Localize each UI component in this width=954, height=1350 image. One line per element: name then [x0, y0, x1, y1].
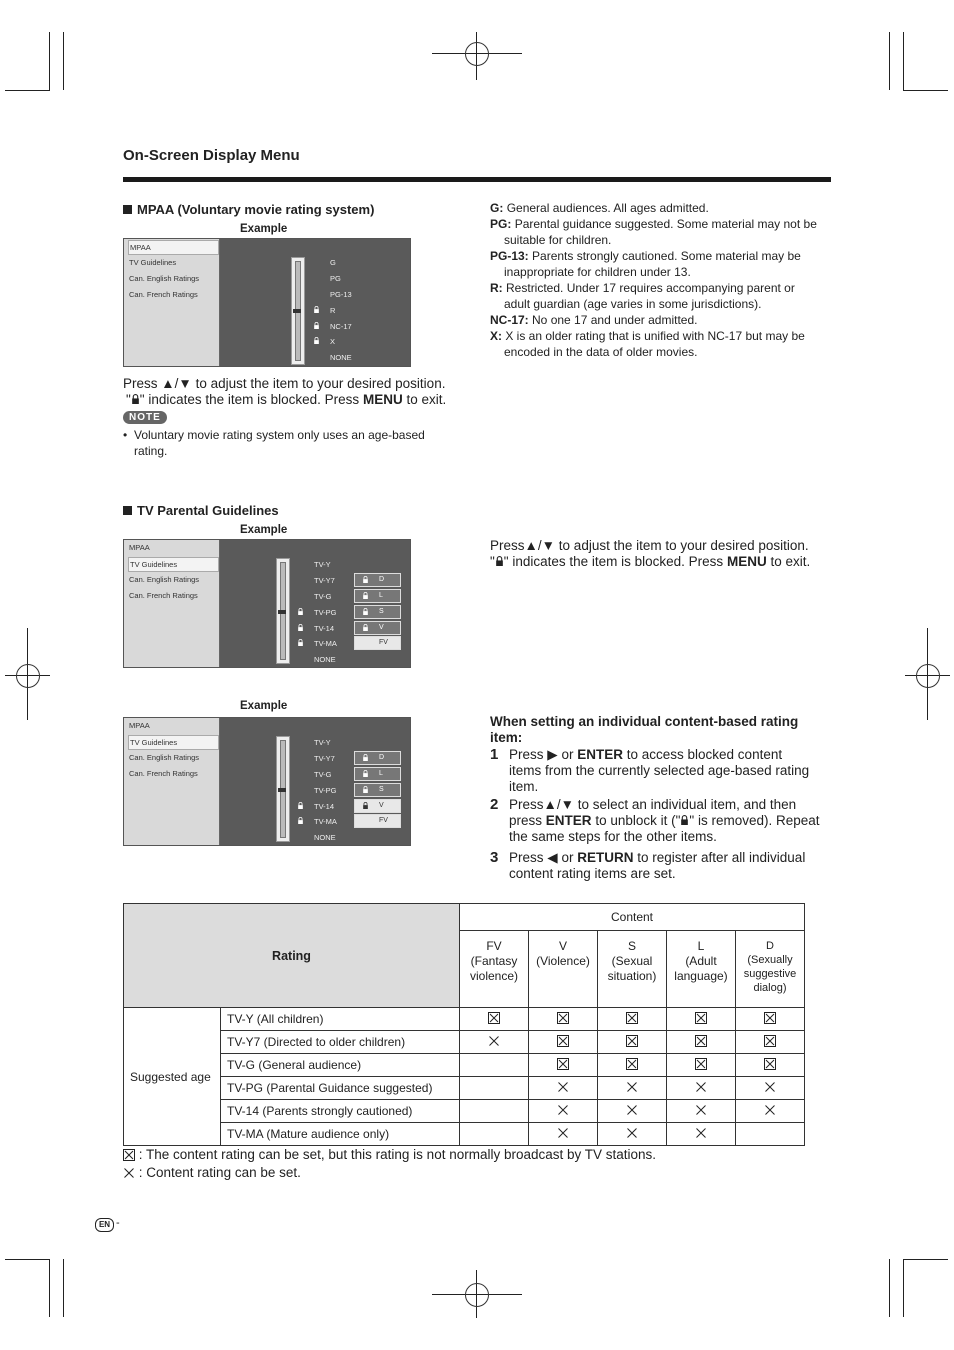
step-text: the same steps for the other items. [509, 829, 717, 844]
rating-cell [460, 1031, 529, 1054]
rating-cell [736, 1100, 805, 1123]
x-icon [695, 1127, 707, 1139]
lock-icon [362, 592, 369, 599]
menu-item-can-english[interactable]: Can. English Ratings [129, 575, 200, 584]
rating-option[interactable]: X [330, 337, 336, 346]
square-bullet-icon [123, 205, 132, 214]
rating-cell [460, 1008, 529, 1031]
content-box-fv[interactable] [354, 636, 401, 650]
menu-panel [124, 718, 220, 845]
column-desc: (Sexually suggestive dialog) [743, 954, 797, 995]
content-box-l[interactable] [354, 589, 401, 603]
rating-cell [667, 1077, 736, 1100]
up-arrow-icon: ▲ [161, 376, 175, 391]
rating-slider[interactable] [276, 736, 290, 842]
step-text: " is removed). Repeat [689, 813, 820, 828]
definition-term: X: [490, 329, 502, 343]
age-rating-label: TV-14 (Parents strongly cautioned) [221, 1100, 460, 1123]
rating-option[interactable]: PG-13 [330, 290, 352, 299]
tvpg-screen-2 [123, 717, 411, 846]
content-box-s[interactable] [354, 605, 401, 619]
content-code: L [379, 592, 383, 599]
enter-key: ENTER [545, 813, 592, 828]
press-text: Press [123, 376, 158, 391]
lock-icon [297, 639, 304, 646]
definition-item [490, 312, 835, 328]
rating-option[interactable]: NONE [314, 655, 336, 664]
rating-option[interactable]: R [330, 306, 336, 315]
right-arrow-icon: ▶ [547, 747, 558, 762]
rating-option[interactable]: TV-14 [314, 624, 335, 633]
crop-mark [889, 32, 890, 90]
tvpg-screen [123, 539, 411, 668]
definition-item [490, 216, 835, 232]
content-code: D [379, 754, 385, 761]
enter-key: ENTER [577, 747, 623, 762]
rating-cell [667, 1008, 736, 1031]
quote-text: " [126, 392, 131, 407]
lock-icon [313, 306, 320, 313]
menu-key: MENU [726, 554, 767, 569]
content-box-v[interactable] [354, 621, 401, 635]
content-code: S [379, 608, 384, 615]
x-icon [626, 1127, 638, 1139]
tvpg-heading-text: TV Parental Guidelines [137, 503, 279, 518]
table-row [124, 1031, 805, 1054]
quote-text: " [490, 554, 495, 569]
x-icon [695, 1081, 707, 1093]
lock-icon [362, 770, 369, 777]
rating-option[interactable]: TV-G [314, 770, 332, 779]
content-column-header [598, 931, 667, 1008]
rating-cell [529, 1123, 598, 1146]
definition-term: NC-17: [490, 313, 529, 327]
column-desc: (Fantasy violence) [469, 954, 519, 984]
rating-option[interactable]: TV-PG [314, 786, 337, 795]
content-code: FV [379, 639, 388, 646]
content-code: FV [379, 817, 388, 824]
step-text: to access blocked content [626, 747, 783, 762]
slider-knob[interactable] [293, 309, 301, 313]
definition-text: Restricted. Under 17 requires accompanying parent or [506, 281, 795, 295]
lock-icon [362, 754, 369, 761]
down-arrow-icon: ▼ [541, 538, 556, 553]
column-code: V [558, 939, 567, 954]
content-column-header [460, 931, 529, 1008]
content-code: V [379, 624, 384, 631]
lock-icon [313, 322, 320, 329]
content-code: L [379, 770, 383, 777]
instruction-text: " indicates the item is blocked. Press [139, 392, 360, 407]
menu-key: MENU [362, 392, 403, 407]
mpaa-heading-text: MPAA (Voluntary movie rating system) [137, 202, 375, 217]
lock-icon [362, 624, 369, 631]
example-label: Example [240, 524, 288, 536]
definition-text: Parental guidance suggested. Some material may not be [514, 217, 817, 231]
box-x-icon [626, 1012, 638, 1024]
definition-term: G: [490, 201, 504, 215]
step-number: 3 [490, 849, 499, 866]
x-icon [626, 1104, 638, 1116]
definition-continued: suitable for children. [504, 233, 612, 247]
rating-definitions [490, 200, 835, 360]
rating-option[interactable]: TV-PG [314, 608, 337, 617]
definition-continued: adult guardian (age varies in some jurisdictions). [504, 297, 762, 311]
x-icon [123, 1167, 135, 1179]
left-arrow-icon: ◀ [547, 850, 558, 865]
age-rating-label: TV-G (General audience) [221, 1054, 460, 1077]
definition-text: Parents strongly cautioned. Some material may be [532, 249, 801, 263]
language-badge: EN [95, 1218, 114, 1232]
example-label: Example [240, 223, 288, 235]
note-badge: NOTE [123, 411, 167, 424]
tvpg-instruction-line2 [490, 554, 810, 570]
lock-icon [362, 576, 369, 583]
instruction-text: to adjust the item to your desired position. [195, 376, 446, 391]
definition-continued: encoded in the data of older movies. [504, 345, 698, 359]
x-icon [557, 1127, 569, 1139]
page-number: - [116, 1217, 120, 1229]
square-bullet-icon [123, 506, 132, 515]
table-row [124, 1077, 805, 1100]
definition-term: PG: [490, 217, 512, 231]
step-text: to register after all individual [637, 850, 806, 865]
note-text [123, 427, 448, 459]
press-text: Press [490, 538, 525, 553]
crop-mark [903, 1259, 948, 1260]
rating-cell [460, 1054, 529, 1077]
mpaa-screen [123, 238, 411, 367]
content-column-header [736, 931, 805, 1008]
definition-continued: inappropriate for children under 13. [504, 265, 691, 279]
content-header: Content [460, 904, 805, 931]
step-number: 2 [490, 796, 499, 813]
registration-mark [465, 42, 489, 66]
menu-item-tv-guidelines[interactable]: TV Guidelines [128, 557, 219, 572]
step-text: content rating items are set. [509, 866, 676, 881]
rating-option[interactable]: NC-17 [330, 322, 352, 331]
box-x-icon [557, 1058, 569, 1070]
content-box-v-selected[interactable] [354, 799, 401, 813]
rating-cell [529, 1054, 598, 1077]
rating-cell [736, 1008, 805, 1031]
content-rating-table [123, 903, 805, 1146]
box-x-icon [557, 1012, 569, 1024]
definition-item [490, 200, 835, 216]
x-icon [557, 1104, 569, 1116]
slash-text: / [174, 376, 179, 391]
x-icon [488, 1035, 500, 1047]
rating-cell [529, 1008, 598, 1031]
rating-slider[interactable] [276, 558, 290, 664]
x-icon [695, 1104, 707, 1116]
step-text: or [561, 747, 574, 762]
crop-mark [903, 32, 904, 90]
table-row [124, 1100, 805, 1123]
rating-cell [598, 1123, 667, 1146]
lock-icon [297, 608, 304, 615]
definition-text: General audiences. All ages admitted. [506, 201, 709, 215]
menu-item-mpaa[interactable]: MPAA [128, 240, 219, 255]
tvpg-instruction-line1 [490, 538, 809, 554]
crop-mark [903, 1259, 904, 1317]
down-arrow-icon: ▼ [560, 797, 575, 812]
age-rating-label: TV-MA (Mature audience only) [221, 1123, 460, 1146]
legend-x-text: : Content rating can be set. [138, 1165, 301, 1180]
rating-cell [598, 1054, 667, 1077]
content-box-l[interactable] [354, 767, 401, 781]
registration-mark [16, 664, 40, 688]
instruction-text: to exit. [770, 554, 811, 569]
rating-cell [667, 1123, 736, 1146]
step-text: items from the currently selected age-based rating [509, 763, 810, 778]
instruction-text: to exit. [406, 392, 447, 407]
box-x-icon [626, 1058, 638, 1070]
note-text-body: Voluntary movie rating system only uses an age-based rating. [134, 428, 425, 458]
x-icon [764, 1104, 776, 1116]
step-1 [490, 747, 835, 795]
lock-icon [297, 624, 304, 631]
lock-icon [362, 608, 369, 615]
content-box-fv[interactable] [354, 814, 401, 828]
rating-cell [598, 1008, 667, 1031]
table-row [124, 1054, 805, 1077]
slash-text: / [556, 797, 561, 812]
box-x-icon [695, 1058, 707, 1070]
step-text: Press [509, 747, 544, 762]
menu-item-can-english[interactable]: Can. English Ratings [129, 274, 200, 283]
rating-cell [736, 1031, 805, 1054]
column-code: L [697, 939, 705, 954]
step-text: Press [509, 797, 544, 812]
rating-option[interactable]: TV-MA [314, 639, 337, 648]
rating-cell [460, 1123, 529, 1146]
box-x-icon [557, 1035, 569, 1047]
rating-option[interactable]: TV-Y7 [314, 576, 335, 585]
registration-mark [916, 664, 940, 688]
crop-mark [889, 1259, 890, 1317]
lock-icon [495, 556, 504, 566]
mpaa-heading [123, 202, 374, 217]
content-code: S [379, 786, 384, 793]
box-x-icon [764, 1035, 776, 1047]
rating-option[interactable]: TV-G [314, 592, 332, 601]
age-rating-label: TV-Y (All children) [221, 1008, 460, 1031]
column-desc: (Adult language) [674, 954, 728, 984]
bullet: • [123, 428, 128, 442]
return-key: RETURN [577, 850, 634, 865]
menu-item-can-english[interactable]: Can. English Ratings [129, 753, 200, 762]
rating-option[interactable]: TV-MA [314, 817, 337, 826]
page-title: On-Screen Display Menu [123, 147, 300, 164]
content-code: D [379, 576, 385, 583]
tvpg-heading [123, 503, 279, 518]
column-code: S [627, 939, 636, 954]
rating-option[interactable]: PG [330, 274, 341, 283]
content-column-header [529, 931, 598, 1008]
mpaa-instruction-line2 [126, 392, 446, 408]
instruction-text: to adjust the item to your desired position. [558, 538, 809, 553]
rating-option[interactable]: TV-14 [314, 802, 335, 811]
step-text: press [509, 813, 543, 828]
title-rule [123, 177, 831, 182]
box-x-icon [488, 1012, 500, 1024]
down-arrow-icon: ▼ [178, 376, 192, 391]
step-text: or [561, 850, 574, 865]
box-x-icon [626, 1035, 638, 1047]
rating-cell [529, 1031, 598, 1054]
rating-cell [736, 1123, 805, 1146]
rating-cell [460, 1100, 529, 1123]
rating-cell [736, 1054, 805, 1077]
rating-cell [460, 1077, 529, 1100]
step-text: to unblock it (" [595, 813, 681, 828]
column-code: FV [486, 939, 502, 954]
slash-text: / [537, 538, 542, 553]
definition-term: PG-13: [490, 249, 529, 263]
table-row [124, 1123, 805, 1146]
box-x-icon [695, 1035, 707, 1047]
individual-heading: When setting an individual content-based rating item: [490, 714, 799, 745]
rating-cell [667, 1054, 736, 1077]
rating-cell [736, 1077, 805, 1100]
mpaa-instruction-line1 [123, 376, 445, 392]
legend-box-text: : The content rating can be set, but this rating is not normally broadcast by TV stations. [138, 1147, 657, 1162]
rating-option[interactable]: TV-Y7 [314, 754, 335, 763]
menu-panel [124, 540, 220, 667]
step-3 [490, 850, 835, 882]
column-desc: (Sexual situation) [607, 954, 657, 984]
definition-item [490, 280, 835, 296]
rating-option[interactable]: TV-Y [314, 738, 331, 747]
box-x-icon [123, 1149, 135, 1161]
lock-icon [297, 802, 304, 809]
slider-knob[interactable] [278, 788, 286, 792]
menu-item-mpaa[interactable]: MPAA [129, 721, 150, 730]
age-rating-label: TV-Y7 (Directed to older children) [221, 1031, 460, 1054]
rating-option[interactable]: NONE [314, 833, 336, 842]
x-icon [557, 1081, 569, 1093]
rating-cell [529, 1077, 598, 1100]
rating-option[interactable]: TV-Y [314, 560, 331, 569]
crop-mark [49, 32, 50, 90]
content-box-d[interactable] [354, 573, 401, 587]
menu-panel [124, 239, 220, 366]
up-arrow-icon: ▲ [543, 797, 557, 812]
step-2 [490, 797, 835, 845]
table-row [124, 1008, 805, 1031]
legend-x [123, 1165, 823, 1181]
step-number: 1 [490, 746, 499, 763]
box-x-icon [695, 1012, 707, 1024]
content-box-d[interactable] [354, 751, 401, 765]
lock-icon [362, 786, 369, 793]
lock-icon [131, 394, 140, 404]
registration-mark [465, 1283, 489, 1307]
crop-mark [5, 1259, 50, 1260]
rating-cell [598, 1031, 667, 1054]
rating-cell [667, 1100, 736, 1123]
slider-knob[interactable] [278, 610, 286, 614]
step-text: item. [509, 779, 539, 794]
definition-item [490, 248, 835, 264]
rating-option[interactable]: G [330, 258, 336, 267]
definition-text: X is an older rating that is unified with NC-17 but may be [505, 329, 805, 343]
rating-header: Rating [124, 904, 460, 1008]
menu-item-mpaa[interactable]: MPAA [129, 543, 150, 552]
column-code: D [766, 940, 774, 953]
rating-cell [667, 1031, 736, 1054]
rating-slider[interactable] [291, 257, 305, 365]
rating-cell [529, 1100, 598, 1123]
content-code: V [379, 802, 384, 809]
suggested-age-label: Suggested age [124, 1008, 221, 1146]
crop-mark [49, 1259, 50, 1317]
definition-item [490, 328, 835, 344]
lock-icon [313, 337, 320, 344]
crop-mark [903, 90, 948, 91]
rating-option[interactable]: NONE [330, 353, 352, 362]
crop-mark [5, 90, 50, 91]
step-text: to select an individual item, and then [577, 797, 797, 812]
legend-box [123, 1147, 823, 1163]
menu-item-tv-guidelines[interactable]: TV Guidelines [128, 735, 219, 750]
x-icon [764, 1081, 776, 1093]
step-text: Press [509, 850, 544, 865]
age-rating-label: TV-PG (Parental Guidance suggested) [221, 1077, 460, 1100]
column-desc: (Violence) [536, 954, 590, 969]
menu-item-can-french[interactable]: Can. French Ratings [129, 769, 198, 778]
menu-item-can-french[interactable]: Can. French Ratings [129, 290, 198, 299]
crop-mark [63, 1259, 64, 1317]
table-header-row [124, 904, 805, 931]
menu-item-tv-guidelines[interactable]: TV Guidelines [129, 258, 177, 267]
menu-item-can-french[interactable]: Can. French Ratings [129, 591, 198, 600]
content-box-s[interactable] [354, 783, 401, 797]
crop-mark [63, 32, 64, 90]
lock-icon [362, 802, 369, 809]
rating-cell [598, 1077, 667, 1100]
content-column-header [667, 931, 736, 1008]
definition-term: R: [490, 281, 503, 295]
definition-text: No one 17 and under admitted. [532, 313, 698, 327]
lock-icon [297, 817, 304, 824]
up-arrow-icon: ▲ [524, 538, 538, 553]
box-x-icon [764, 1058, 776, 1070]
rating-cell [598, 1100, 667, 1123]
instruction-text: " indicates the item is blocked. Press [503, 554, 724, 569]
example-label: Example [240, 700, 288, 712]
x-icon [626, 1081, 638, 1093]
box-x-icon [764, 1012, 776, 1024]
